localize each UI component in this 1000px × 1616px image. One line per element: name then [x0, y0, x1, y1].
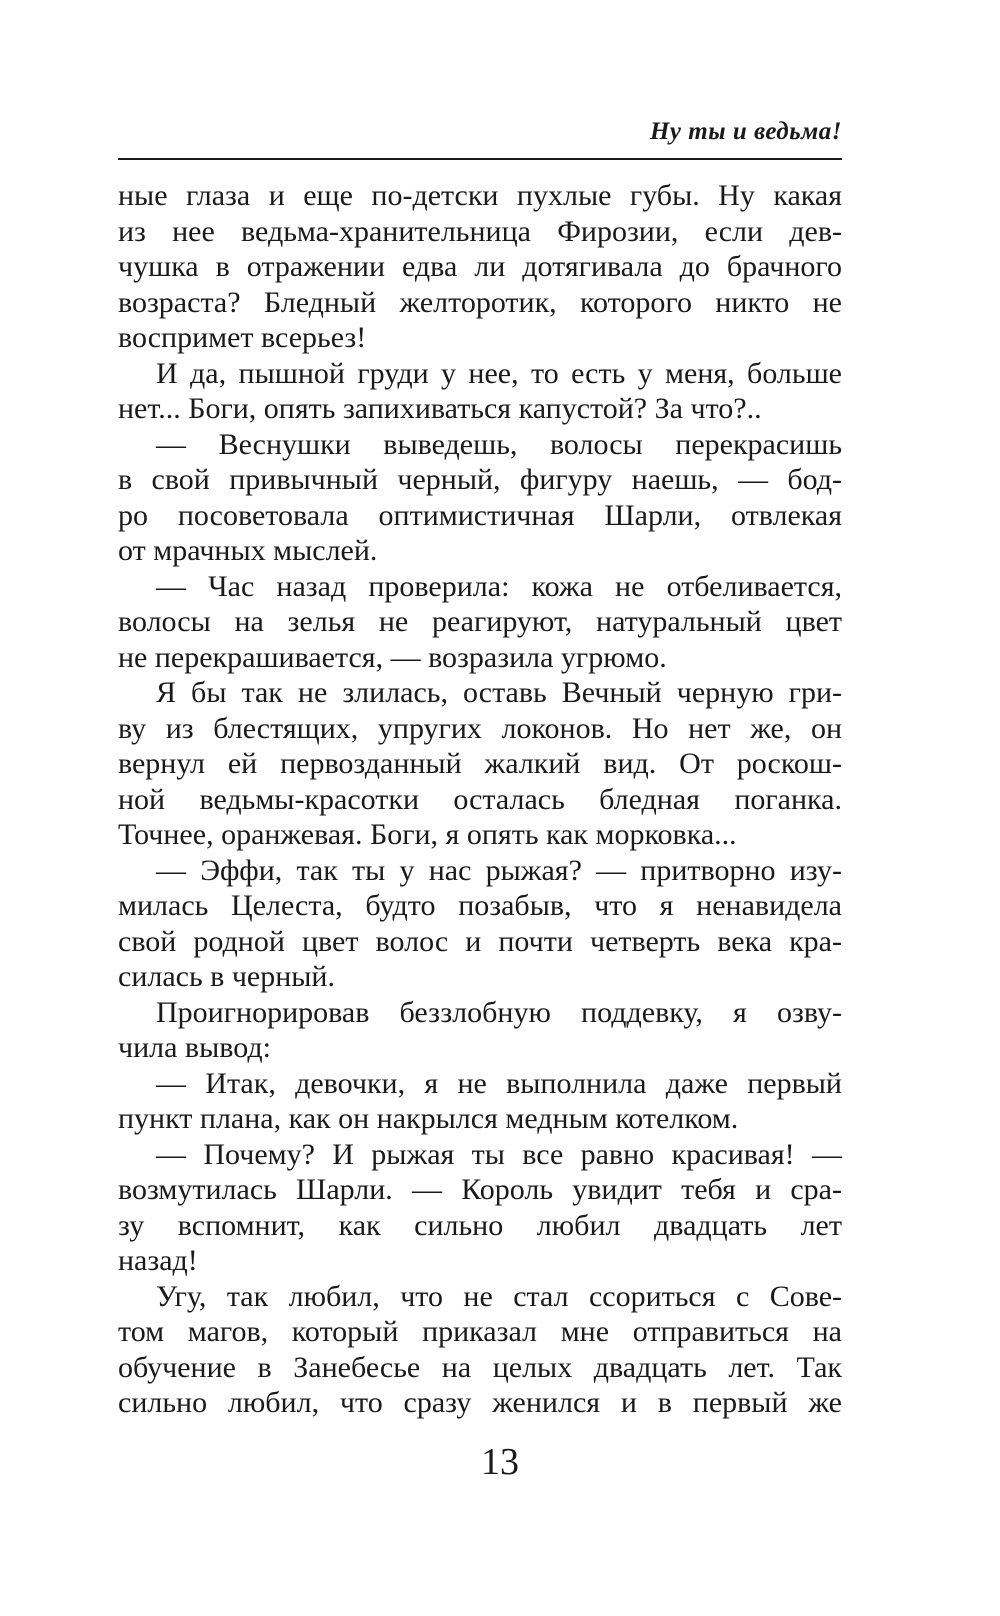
text-line: от мрачных мыслей.: [118, 534, 378, 567]
text-line: сильно любил, что сразу женился и в первый же: [118, 1386, 842, 1419]
page-number: 13: [481, 1441, 519, 1483]
text-line: Проигнорировав беззлобную поддевку, я озву-: [156, 995, 842, 1029]
text-line: зу вспомнит, как сильно любил двадцать лет: [118, 1208, 842, 1242]
text-line: чила вывод:: [118, 1031, 271, 1064]
text-line: свой родной цвет волос и почти четверть века кра-: [118, 924, 842, 958]
text-line: том магов, который приказал мне отправиться на: [118, 1315, 842, 1348]
text-line: — Эффи, так ты у нас рыжая? — притворно изу-: [156, 853, 842, 887]
text-line: Точнее, оранжевая. Боги, я опять как морковка...: [118, 818, 737, 851]
text-line: чушка в отражении едва ли дотягивала до брачного: [118, 250, 842, 283]
text-line: — Почему? И рыжая ты все равно красивая! —: [156, 1137, 842, 1171]
text-line: пункт плана, как он накрылся медным котелком.: [118, 1102, 739, 1135]
text-line: из нее ведьма-хранительница Фирозии, если дев-: [118, 214, 842, 248]
text-line: воспримет всерьез!: [118, 321, 367, 354]
text-line: назад!: [118, 1244, 198, 1277]
text-line: Я бы так не злилась, оставь Вечный черную гри-: [156, 676, 842, 709]
text-line: волосы на зелья не реагируют, натуральный цвет: [118, 605, 842, 638]
text-line: — Веснушки выведешь, волосы перекрасишь: [156, 427, 842, 461]
running-title: Ну ты и ведьма!: [649, 118, 842, 145]
text-line: — Итак, девочки, я не выполнила даже первый: [156, 1066, 842, 1100]
text-line: силась в черный.: [118, 960, 335, 993]
text-line: возмутилась Шарли. — Король увидит тебя и сра-: [118, 1173, 842, 1206]
text-line: в свой привычный черный, фигуру наешь, — бод-: [118, 463, 842, 496]
text-line: милась Целеста, будто позабыв, что я ненавидела: [118, 889, 842, 922]
text-line: не перекрашивается, — возразила угрюмо.: [118, 640, 667, 674]
text-line: ной ведьмы-красотки осталась бледная поганка.: [118, 782, 842, 816]
header-rule: [118, 158, 842, 160]
text-line: ву из блестящих, упругих локонов. Но нет же, он: [118, 711, 842, 745]
text-line: обучение в Занебесье на целых двадцать лет. Так: [118, 1350, 842, 1384]
text-line: ро посоветовала оптимистичная Шарли, отвлекая: [118, 498, 842, 532]
text-line: ные глаза и еще по-детски пухлые губы. Ну какая: [118, 179, 842, 212]
text-line: И да, пышной груди у нее, то есть у меня, больше: [156, 356, 842, 390]
body-text: [118, 178, 842, 1421]
text-line: Угу, так любил, что не стал ссориться с Сове-: [156, 1279, 842, 1313]
text-line: вернул ей первозданный жалкий вид. От роскош-: [118, 747, 842, 780]
text-line: — Час назад проверила: кожа не отбеливается,: [156, 569, 842, 603]
text-line: нет... Боги, опять запихиваться капустой? За что?..: [118, 392, 762, 425]
text-line: возраста? Бледный желторотик, которого никто не: [118, 285, 842, 319]
